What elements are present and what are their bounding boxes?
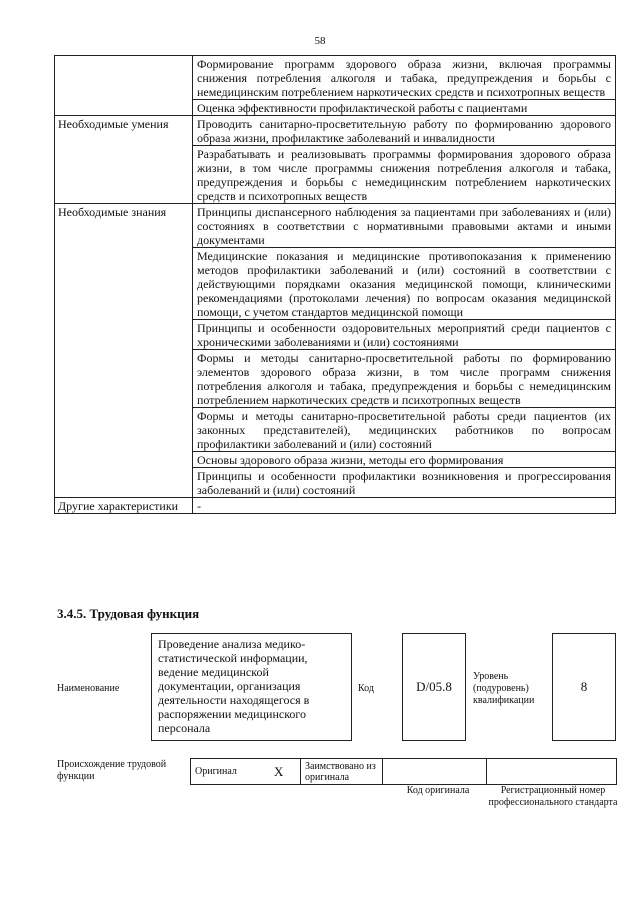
row-label: Необходимые знания <box>55 204 193 498</box>
table-row <box>55 204 616 248</box>
row-label <box>55 56 193 116</box>
name-label: Наименование <box>57 683 120 694</box>
level-box <box>552 633 616 741</box>
row-item: Принципы и особенности оздоровительных мероприятий среди пациентов с хроническими заболеваниями и (или) состояниями <box>193 320 616 350</box>
code-original-label: Код оригинала <box>406 785 470 796</box>
code-label: Код <box>358 683 374 694</box>
original-mark-cell <box>258 759 301 785</box>
code-original-cell <box>383 759 487 785</box>
reg-number-label: Регистрационный номер профессионального стандарта <box>488 785 618 808</box>
level-label: Уровень (подуровень) квалификации <box>473 671 535 706</box>
origin-table <box>190 758 617 785</box>
row-item: Основы здорового образа жизни, методы его формирования <box>193 452 616 468</box>
row-item: Проводить санитарно-просветительную работу по формированию здорового образа жизни, профилактике заболеваний и инвалидности <box>193 116 616 146</box>
row-item: Разрабатывать и реализовывать программы формирования здорового образа жизни, в том числе программы снижения потребления алкоголя и табака, предупреждения и борьбы с немедицинским потреблением наркотических средств и психотропных веществ <box>193 146 616 204</box>
function-name-value: Проведение анализа медико-статистической информации, ведение медицинской документации, организация деятельности находящегося в распоряжении медицинского персонала <box>158 637 310 735</box>
original-label: Оригинал <box>195 766 237 777</box>
borrowed-label: Заимствовано из оригинала <box>305 760 376 783</box>
origin-label: Происхождение трудовой функции <box>57 759 167 782</box>
row-item: Оценка эффективности профилактической работы с пациентами <box>193 100 616 116</box>
row-item: Формы и методы санитарно-просветительной работы по формированию элементов здорового образа жизни, в том числе программ снижения потребления алкоголя и табака, предупреждения и борьбы с немедицинским потреблением наркотических средств и психотропных веществ <box>193 350 616 408</box>
code-box <box>402 633 466 741</box>
row-item: Медицинские показания и медицинские противопоказания к применению методов профилактики заболеваний и (или) состояний в соответствии с действующими порядками оказания медицинской помощи, клиническими рекомендациями (протоколами лечения) по вопросам оказания медицинской помощи, с учетом стандартов медицинской помощи <box>193 248 616 320</box>
reg-number-cell <box>487 759 617 785</box>
original-mark: X <box>274 764 284 779</box>
page-number: 58 <box>314 35 326 47</box>
function-name-box <box>151 633 352 741</box>
borrowed-cell <box>301 759 383 785</box>
row-item: Формирование программ здорового образа жизни, включая программы снижения потребления алкоголя и табака, предупреждения и борьбы с немедицинским потреблением наркотических средств и психотропных веществ <box>193 56 616 100</box>
row-label: Другие характеристики <box>55 498 193 514</box>
row-label: Необходимые умения <box>55 116 193 204</box>
original-cell <box>191 759 258 785</box>
row-item: Формы и методы санитарно-просветительной работы среди пациентов (их законных представителей), медицинских работников по вопросам профилактики заболеваний и (или) состояний <box>193 408 616 452</box>
knowledge-skills-table <box>54 55 616 514</box>
row-item: Принципы диспансерного наблюдения за пациентами при заболеваниях и (или) состояниях в соответствии с нормативными правовыми актами и иными документами <box>193 204 616 248</box>
level-value: 8 <box>580 679 588 694</box>
table-row <box>55 56 616 100</box>
table-row <box>55 116 616 146</box>
code-value: D/05.8 <box>416 679 452 694</box>
section-title: 3.4.5. Трудовая функция <box>57 606 200 621</box>
table-row <box>55 498 616 514</box>
row-item: - <box>193 498 616 514</box>
row-item: Принципы и особенности профилактики возникновения и прогрессирования заболеваний и (или) состояний <box>193 468 616 498</box>
